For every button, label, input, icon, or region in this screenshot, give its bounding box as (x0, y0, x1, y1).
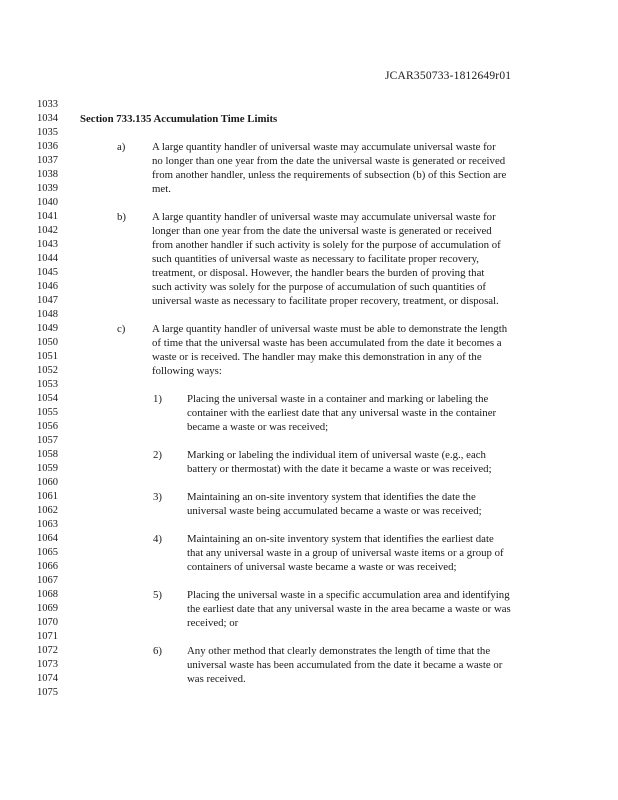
line-number: 1041 (37, 211, 58, 222)
subsection-text-line: waste or is received. The handler may make this demonstration in any of the (152, 351, 482, 363)
item-text-line: became a waste or was received; (187, 421, 329, 433)
subsection-text-line: such activity was solely for the purpose of accumulation of such quantities of (152, 281, 487, 293)
line-number: 1040 (37, 197, 58, 208)
subsection-text-line: met. (152, 183, 171, 195)
line-number: 1034 (37, 113, 58, 124)
line-number: 1060 (37, 477, 58, 488)
line-number: 1037 (37, 155, 58, 166)
line-number: 1056 (37, 421, 58, 432)
line-number: 1039 (37, 183, 58, 194)
item-text-line: container with the earliest date that any universal waste in the container (187, 407, 497, 419)
line-number: 1035 (37, 127, 58, 138)
line-number: 1066 (37, 561, 58, 572)
subsection-text-line: of time that the universal waste has been accumulated from the date it becomes a (152, 337, 502, 349)
item-text-line: received; or (187, 617, 239, 629)
subsection-text-line: such quantities of universal waste as necessary to facilitate proper recovery, (152, 253, 479, 265)
subsection-text-line: A large quantity handler of universal waste must be able to demonstrate the length (152, 323, 508, 335)
item-text-line: universal waste has been accumulated from the date it became a waste or (187, 659, 503, 671)
line-number: 1046 (37, 281, 58, 292)
line-number: 1061 (37, 491, 58, 502)
item-label: 2) (153, 449, 162, 461)
item-label: 3) (153, 491, 162, 503)
line-number: 1074 (37, 673, 58, 684)
subsection-text-line: no longer than one year from the date the universal waste is generated or received (152, 155, 506, 167)
subsection-label: a) (117, 141, 126, 153)
item-text-line: Maintaining an on-site inventory system that identifies the date the (187, 491, 476, 503)
line-number: 1067 (37, 575, 58, 586)
line-number: 1058 (37, 449, 58, 460)
subsection-text-line: following ways: (152, 365, 222, 377)
line-number: 1036 (37, 141, 58, 152)
line-number: 1050 (37, 337, 58, 348)
subsection-text-line: A large quantity handler of universal waste may accumulate universal waste for (152, 141, 496, 153)
subsection-text-line: A large quantity handler of universal waste may accumulate universal waste for (152, 211, 496, 223)
item-label: 4) (153, 533, 162, 545)
line-number: 1045 (37, 267, 58, 278)
item-text-line: universal waste being accumulated became a waste or was received; (187, 505, 482, 517)
item-text-line: was received. (187, 673, 246, 685)
item-label: 6) (153, 645, 162, 657)
line-number: 1055 (37, 407, 58, 418)
item-text-line: the earliest date that any universal waste in the area became a waste or was (187, 603, 511, 615)
subsection-label: c) (117, 323, 126, 335)
line-number: 1062 (37, 505, 58, 516)
line-number: 1057 (37, 435, 58, 446)
section-title: Section 733.135 Accumulation Time Limits (80, 113, 278, 125)
line-number: 1073 (37, 659, 58, 670)
subsection-text-line: universal waste as necessary to facilitate proper recovery, treatment, or disposal. (152, 295, 499, 307)
subsection-text-line: longer than one year from the date the universal waste is generated or received (152, 225, 492, 237)
line-number: 1069 (37, 603, 58, 614)
line-number: 1070 (37, 617, 58, 628)
line-number: 1044 (37, 253, 58, 264)
line-number: 1064 (37, 533, 58, 544)
line-number: 1054 (37, 393, 58, 404)
line-number: 1033 (37, 99, 58, 110)
line-number: 1038 (37, 169, 58, 180)
subsection-text-line: from another handler if such activity is solely for the purpose of accumulation of (152, 239, 501, 251)
document-id-header: JCAR350733-1812649r01 (385, 70, 512, 82)
line-number: 1071 (37, 631, 58, 642)
line-number-gutter (37, 98, 67, 700)
line-number: 1075 (37, 687, 58, 698)
line-number: 1049 (37, 323, 58, 334)
line-number: 1048 (37, 309, 58, 320)
item-text-line: containers of universal waste became a waste or was received; (187, 561, 457, 573)
line-number: 1068 (37, 589, 58, 600)
line-number: 1051 (37, 351, 58, 362)
item-text-line: Maintaining an on-site inventory system that identifies the earliest date (187, 533, 494, 545)
line-number: 1059 (37, 463, 58, 474)
item-text-line: Placing the universal waste in a container and marking or labeling the (187, 393, 489, 405)
line-number: 1052 (37, 365, 58, 376)
item-text-line: battery or thermostat) with the date it became a waste or was received; (187, 463, 492, 475)
item-text-line: Placing the universal waste in a specific accumulation area and identifying (187, 589, 510, 601)
line-number: 1065 (37, 547, 58, 558)
line-number: 1043 (37, 239, 58, 250)
line-number: 1063 (37, 519, 58, 530)
line-number: 1072 (37, 645, 58, 656)
subsection-label: b) (117, 211, 126, 223)
item-text-line: that any universal waste in a group of universal waste items or a group of (187, 547, 504, 559)
line-number: 1053 (37, 379, 58, 390)
item-label: 1) (153, 393, 162, 405)
item-text-line: Marking or labeling the individual item of universal waste (e.g., each (187, 449, 486, 461)
line-number: 1047 (37, 295, 58, 306)
line-number: 1042 (37, 225, 58, 236)
item-label: 5) (153, 589, 162, 601)
item-text-line: Any other method that clearly demonstrates the length of time that the (187, 645, 491, 657)
subsection-text-line: treatment, or disposal. However, the handler bears the burden of proving that (152, 267, 485, 279)
subsection-text-line: from another handler, unless the requirements of subsection (b) of this Section are (152, 169, 507, 181)
